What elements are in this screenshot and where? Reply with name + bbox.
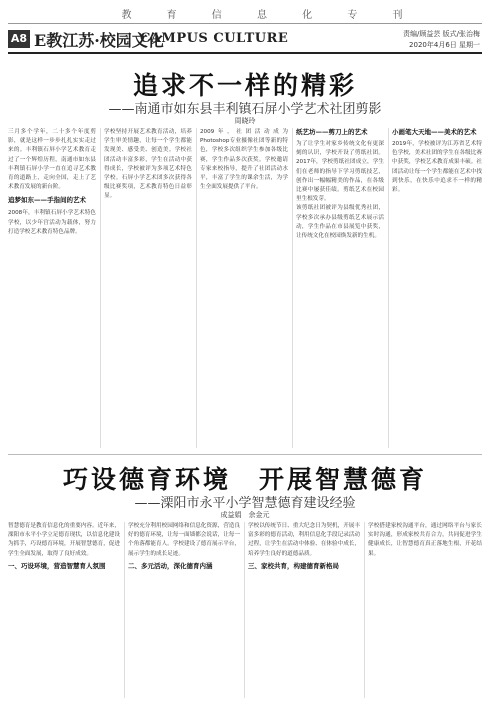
article2-heading-1: 一、巧设环境，营造智慧育人氛围: [8, 561, 106, 570]
article1-heading-3: 小画笔大天地——美术的艺术: [392, 128, 477, 136]
article1-byline: 周晓玲: [234, 117, 256, 125]
article1-column-4: [296, 128, 384, 448]
article1-heading-1: 追梦如东——手指间的艺术: [8, 196, 86, 205]
masthead: [0, 0, 490, 58]
article1-paragraph: 2008年，丰利镇石屏小学艺术特色学校，以少年宫活动为载体，努力打造学校艺术教育特色品牌。: [8, 210, 96, 235]
article1-heading-2: 纸艺坊——剪刀上的艺术: [296, 128, 368, 136]
article1-paragraph: 学校坚持开展艺术教育活动，培养学生审美情趣，让每一个学生都能发现美、感受美、创造美。学校社团活动丰富多彩，学生在活动中获得成长，学校被评为多项艺术特色学校。石屏小学艺术团多次获得各级比赛奖项，艺术教育特色日益彰显。: [104, 129, 192, 200]
article1-column-5: [392, 128, 482, 448]
article1-paragraph: 2009年，社团活动成为Photoshop专业摄像社团等新的特色，学校多次组织学生参加各级比赛，学生作品多次获奖。学校邀请专家来校指导，提升了社团活动水平，丰富了学生的课余生活，为学生全面发展提供了平台。: [200, 129, 288, 191]
masthead-divider: [8, 23, 482, 24]
article2-paragraph: 智慧德育是教育信息化的重要内容。近年来，溧阳市永平小学立足德育现状，以信息化建设为抓手，巧设德育环境，开展智慧德育，促进学生全面发展，取得了良好成效。: [8, 523, 120, 557]
article2-column-1: [8, 522, 120, 698]
article2-paragraph: 学校充分利用校园网络和信息化资源，营造良好的德育环境，让每一面墙都会说话，让每一个角落都能育人。学校建设了德育展示平台，展示学生的成长足迹。: [128, 523, 240, 557]
issue-date: 2020年4月6日 星期一: [409, 41, 480, 49]
article-divider: [8, 454, 482, 455]
article1-paragraph: 2019年，学校被评为江苏省艺术特色学校，美术社团的学生在各级比赛中获奖，学校艺术教育成果丰硕。社团活动让每一个学生都能在艺术中找到快乐，在快乐中追求不一样的精彩。: [392, 141, 482, 194]
issue-meta: [403, 29, 480, 51]
article1-paragraph: 为了让学生对家乡传统文化有更深刻的认识，学校开设了剪纸社团。2017年，学校剪纸社团成立，学生们在老师的指导下学习剪纸技艺，创作出一幅幅精美的作品，在各级比赛中屡获佳绩。剪纸艺术在校园里生根发芽。: [296, 141, 384, 203]
column-divider: [364, 522, 365, 698]
column-divider: [196, 128, 197, 448]
column-divider: [124, 522, 125, 698]
top-banner: 教 育 信 息 化 专 刊: [121, 10, 419, 21]
article2-title: 巧设德育环境 开展智慧德育: [62, 465, 427, 494]
article2-paragraph: 学校搭建家校沟通平台，通过网络平台与家长实时沟通，形成家校共育合力，共同促进学生健康成长，让智慧德育真正落地生根，开花结果。: [368, 523, 482, 557]
article2-paragraph: 学校以传统节日、重大纪念日为契机，开展丰富多彩的德育活动，利用信息化手段记录活动过程，让学生在活动中体验、在体验中成长，培养学生良好的道德品质。: [248, 523, 360, 557]
article1-title: 追求不一样的精彩: [132, 71, 357, 100]
article1-paragraph: 该剪纸社团被评为县级优秀社团，学校多次承办县级剪纸艺术展示活动，学生作品在市县展览中获奖，让传统文化在校园焕发新的生机。: [296, 205, 384, 240]
column-divider: [388, 128, 389, 448]
article1-column-1: [8, 128, 96, 448]
section-name: E教江苏·校园文化: [34, 31, 164, 50]
article1-subtitle: ——南通市如东县丰利镇石屏小学艺术社团剪影: [108, 102, 382, 117]
column-divider: [292, 128, 293, 448]
column-divider: [100, 128, 101, 448]
article1-column-3: [200, 128, 288, 448]
article2-heading-3: 三、家校共育，构建德育新格局: [248, 561, 339, 570]
article2-column-4: [368, 522, 482, 698]
page-code: A8: [8, 30, 30, 48]
article1-paragraph: 三月多个学年，二十多个年度剪影，就是这样一步步扎扎实实走过来的。丰利镇石屏小学艺术教育走过了一个辉煌历程，南通市如东县丰利镇石屏小学一直在追寻艺术教育的道路上，走向全国，走上了艺术教育发展的新台阶。: [8, 129, 96, 191]
article2-heading-2: 二、多元活动，深化德育内涵: [128, 561, 213, 570]
editor-credit: 责编/顾益芸 版式/张治梅: [403, 30, 480, 38]
article2-subtitle: ——溧阳市永平小学智慧德育建设经验: [134, 496, 356, 511]
article2-column-3: [248, 522, 360, 698]
article2-column-2: [128, 522, 240, 698]
masthead-bottom-rule: [8, 52, 482, 54]
article2-byline: 成益娟 余金元: [220, 511, 270, 519]
article1-column-2: [104, 128, 192, 448]
section-english-name: CAMPUS CULTURE: [140, 31, 289, 46]
column-divider: [244, 522, 245, 698]
